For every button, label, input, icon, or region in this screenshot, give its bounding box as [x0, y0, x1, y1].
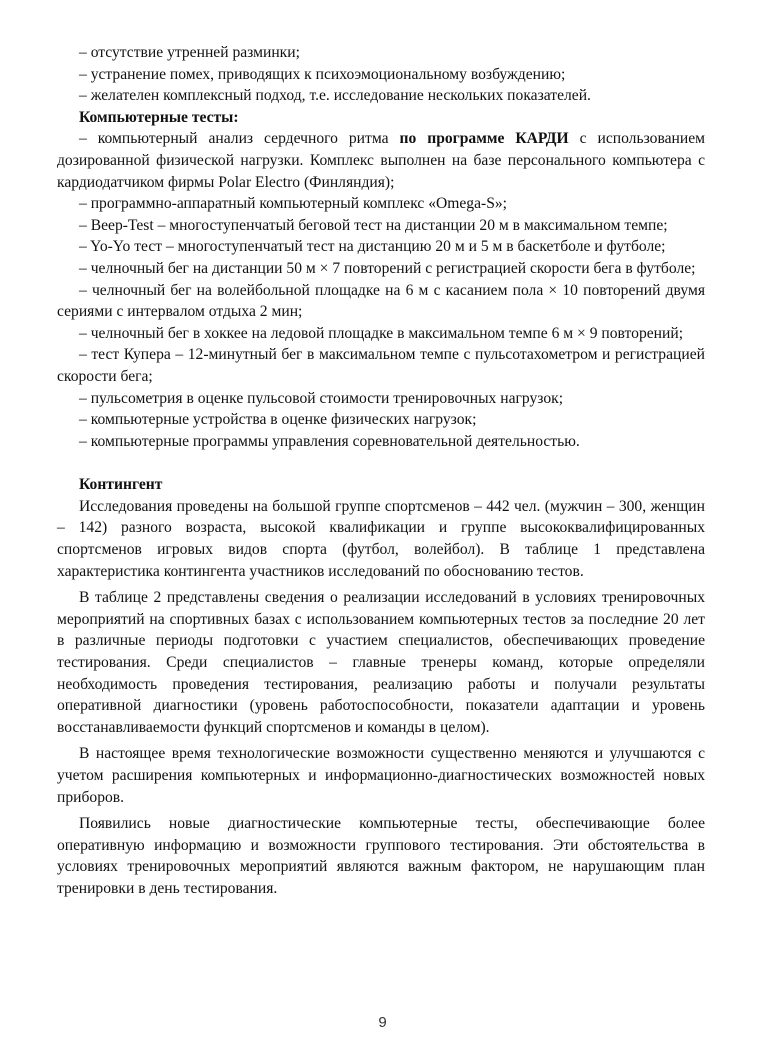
- list-item-kardi: [57, 128, 705, 193]
- list-item: – желателен комплексный подход, т.е. исследование нескольких показателей.: [79, 87, 591, 105]
- list-item: – программно-аппаратный компьютерный комплекс «Omega-S»;: [79, 195, 508, 213]
- paragraph: Появились новые диагностические компьютерные тесты, обеспечивающие более оперативную информацию и возможности группового тестирования. Эти обстоятельства в условиях тренировочных мероприятий являются важным фактором, не нарушающим план тренировки в день тестирования.: [57, 815, 705, 897]
- list-item: – челночный бег в хоккее на ледовой площадке в максимальном темпе 6 м × 9 повторений;: [79, 324, 684, 342]
- list-item: – Yo-Yo тест – многоступенчатый тест на дистанцию 20 м и 5 м в баскетболе и футболе;: [79, 238, 666, 256]
- list-item: – челночный бег на дистанции 50 м × 7 повторений с регистрацией скорости бега в футболе;: [79, 259, 696, 277]
- list-item: – тест Купера – 12-минутный бег в максимальном темпе с пульсотахометром и регистрацией скорости бега;: [57, 346, 705, 385]
- list-item: – Beep-Test – многоступенчатый беговой тест на дистанции 20 м в максимальном темпе;: [79, 216, 668, 234]
- list-item: – компьютерные устройства в оценке физических нагрузок;: [79, 411, 477, 429]
- page-body: [57, 42, 705, 900]
- list-item: – устранение помех, приводящих к психоэмоциональному возбуждению;: [79, 65, 566, 83]
- section-heading-contingent: Контингент: [79, 476, 163, 494]
- kardi-program-name: по программе КАРДИ: [399, 130, 569, 148]
- section-heading-computer-tests: Компьютерные тесты:: [79, 108, 239, 126]
- list-item: – отсутствие утренней разминки;: [79, 44, 300, 61]
- kardi-text-before: – компьютерный анализ сердечного ритма: [79, 130, 400, 148]
- list-item: – компьютерные программы управления соревновательной деятельностью.: [79, 432, 580, 450]
- page-number: 9: [378, 1014, 387, 1031]
- paragraph: Исследования проведены на большой группе спортсменов – 442 чел. (мужчин – 300, женщин – 142) разного возраста, высокой квалификации и группе высококвалифицированных спортсменов игровых видов спорта (футбол, волейбол). В таблице 1 представлена характеристика контингента участников исследований по обоснованию тестов.: [57, 497, 705, 580]
- paragraph: В настоящее время технологические возможности существенно меняются и улучшаются с учетом расширения компьютерных и информационно-диагностических возможностей новых приборов.: [57, 745, 705, 806]
- paragraph: В таблице 2 представлены сведения о реализации исследований в условиях тренировочных мероприятий на спортивных базах с использованием компьютерных тестов за последние 20 лет в различные периоды подготовки с участием специалистов, обеспечивающих проведение тестирования. Среди специалистов – главные тренеры команд, которые определяли необходимость проведения тестирования, реализацию работы и получали результаты оперативной диагностики (уровень работоспособности, показатели адаптации и уровень восстанавливаемости функций спортсменов и команды в целом).: [57, 589, 705, 736]
- list-item: – пульсометрия в оценке пульсовой стоимости тренировочных нагрузок;: [79, 389, 564, 407]
- kardi-text-after: с использованием дозированной физической нагрузки. Комплекс выполнен на базе персонального компьютера с кардиодатчиком фирмы Polar Electro (Финляндия);: [57, 130, 705, 191]
- list-item: – челночный бег на волейбольной площадке на 6 м с касанием пола × 10 повторений двумя сериями с интервалом отдыха 2 мин;: [57, 281, 705, 321]
